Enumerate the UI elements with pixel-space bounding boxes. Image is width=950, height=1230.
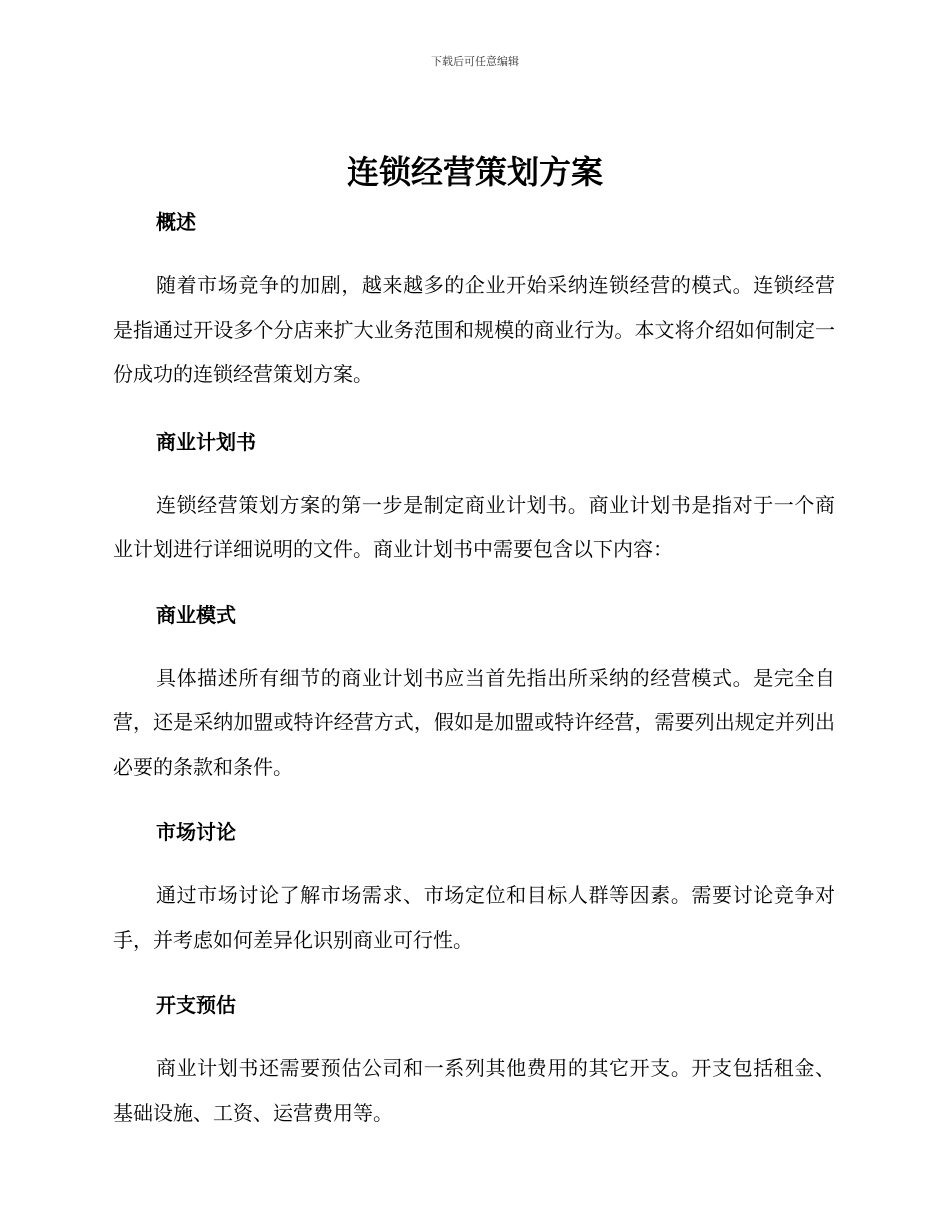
section-paragraph-business-model: 具体描述所有细节的商业计划书应当首先指出所采纳的经营模式。是完全自营，还是采纳加盟或特许经营方式，假如是加盟或特许经营，需要列出规定并列出必要的条款和条件。 — [113, 665, 835, 779]
section-paragraph-market-discussion: 通过市场讨论了解市场需求、市场定位和目标人群等因素。需要讨论竞争对手，并考虑如何差异化识别商业可行性。 — [113, 883, 835, 952]
section-paragraph-expense-estimate: 商业计划书还需要预估公司和一系列其他费用的其它开支。开支包括租金、基础设施、工资、运营费用等。 — [113, 1056, 835, 1125]
section-heading-expense-estimate: 开支预估 — [156, 993, 236, 1017]
document-body — [113, 205, 835, 1135]
section-heading-market-discussion: 市场讨论 — [156, 820, 236, 844]
section-paragraph-overview: 随着市场竞争的加剧，越来越多的企业开始采纳连锁经营的模式。连锁经营是指通过开设多个分店来扩大业务范围和规模的商业行为。本文将介绍如何制定一份成功的连锁经营策划方案。 — [113, 273, 835, 386]
section-heading-business-plan: 商业计划书 — [156, 429, 256, 454]
section-heading-business-model: 商业模式 — [156, 602, 236, 627]
page-header-note: 下载后可任意编辑 — [431, 55, 519, 68]
section-paragraph-business-plan: 连锁经营策划方案的第一步是制定商业计划书。商业计划书是指对于一个商业计划进行详细说明的文件。商业计划书中需要包含以下内容： — [113, 492, 835, 561]
document-title: 连锁经营策划方案 — [346, 153, 603, 191]
section-heading-overview: 概述 — [156, 210, 196, 234]
